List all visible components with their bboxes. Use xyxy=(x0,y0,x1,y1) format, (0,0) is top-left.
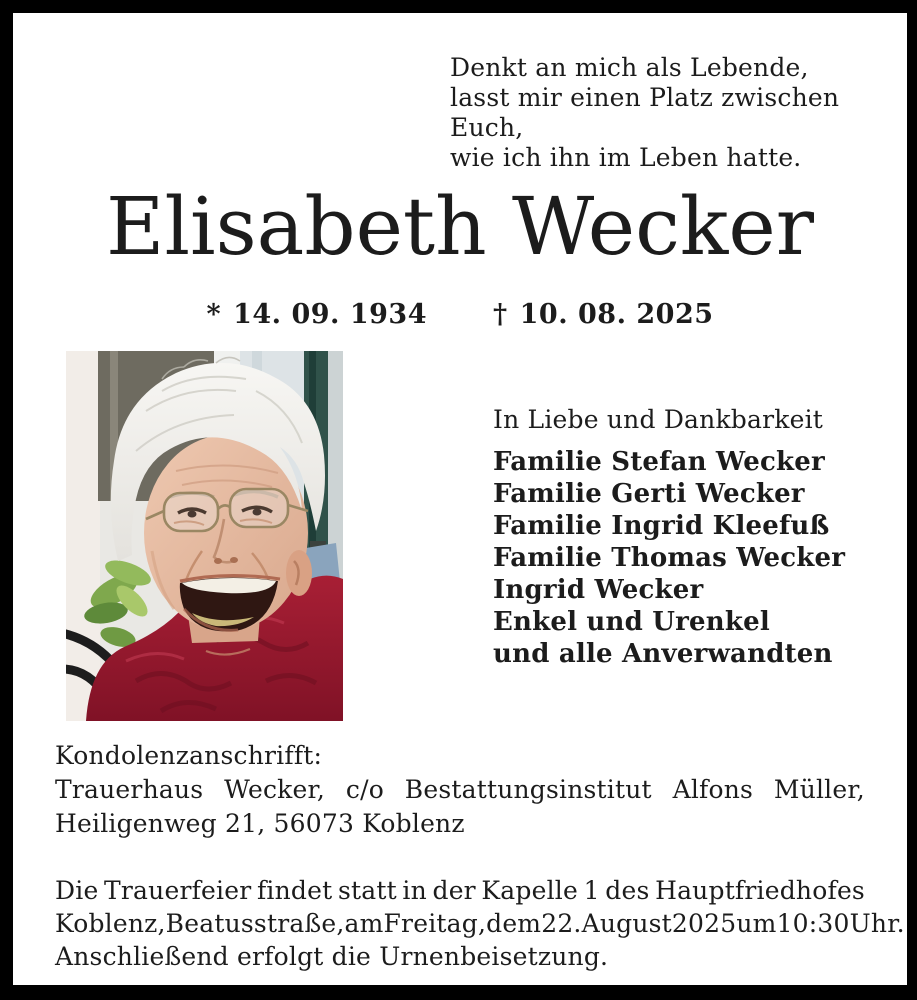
death-cross-symbol: † xyxy=(493,299,508,330)
death-date xyxy=(493,299,714,330)
mourner-line: Enkel und Urenkel xyxy=(493,607,770,637)
mourners-list xyxy=(493,446,845,670)
quote-line: wie ich ihn im Leben hatte. xyxy=(450,143,802,172)
mourner-line: Familie Gerti Wecker xyxy=(493,479,805,509)
mourner-line: Ingrid Wecker xyxy=(493,575,704,605)
condolence-address-block xyxy=(55,739,865,841)
memorial-quote xyxy=(450,53,907,173)
obituary-notice xyxy=(13,13,907,985)
funeral-details-block xyxy=(55,874,905,973)
condolence-heading: Kondolenzanschrifft: xyxy=(55,741,323,770)
condolence-line: Trauerhaus Wecker, c/o Bestattungsinstitut Alfons Müller, xyxy=(55,775,865,804)
funeral-line: Anschließend erfolgt die Urnenbeisetzung. xyxy=(55,942,609,971)
condolence-line: Heiligenweg 21, 56073 Koblenz xyxy=(55,809,465,838)
death-date-value: 10. 08. 2025 xyxy=(519,299,714,330)
portrait-photo xyxy=(66,351,343,721)
quote-line: lasst mir einen Platz zwischen Euch, xyxy=(450,83,840,142)
mourner-line: Familie Stefan Wecker xyxy=(493,447,825,477)
mourner-line: Familie Thomas Wecker xyxy=(493,543,846,573)
mourner-line: Familie Ingrid Kleefuß xyxy=(493,511,830,541)
life-dates xyxy=(13,299,907,330)
funeral-line: Die Trauerfeier findet statt in der Kapelle 1 des Hauptfriedhofes xyxy=(55,876,865,905)
tribute-intro: In Liebe und Dankbarkeit xyxy=(493,405,824,434)
birth-date xyxy=(206,299,427,330)
birth-date-value: 14. 09. 1934 xyxy=(233,299,427,330)
portrait-photo-illustration xyxy=(66,351,343,721)
deceased-name: Elisabeth Wecker xyxy=(106,180,814,273)
quote-line: Denkt an mich als Lebende, xyxy=(450,53,809,82)
mourner-line: und alle Anverwandten xyxy=(493,639,833,669)
funeral-line: Koblenz, Beatusstraße, am Freitag, dem 22. August 2025 um 10:30 Uhr. xyxy=(55,909,905,938)
birth-star-symbol: * xyxy=(206,299,222,330)
tribute-block xyxy=(493,405,845,670)
